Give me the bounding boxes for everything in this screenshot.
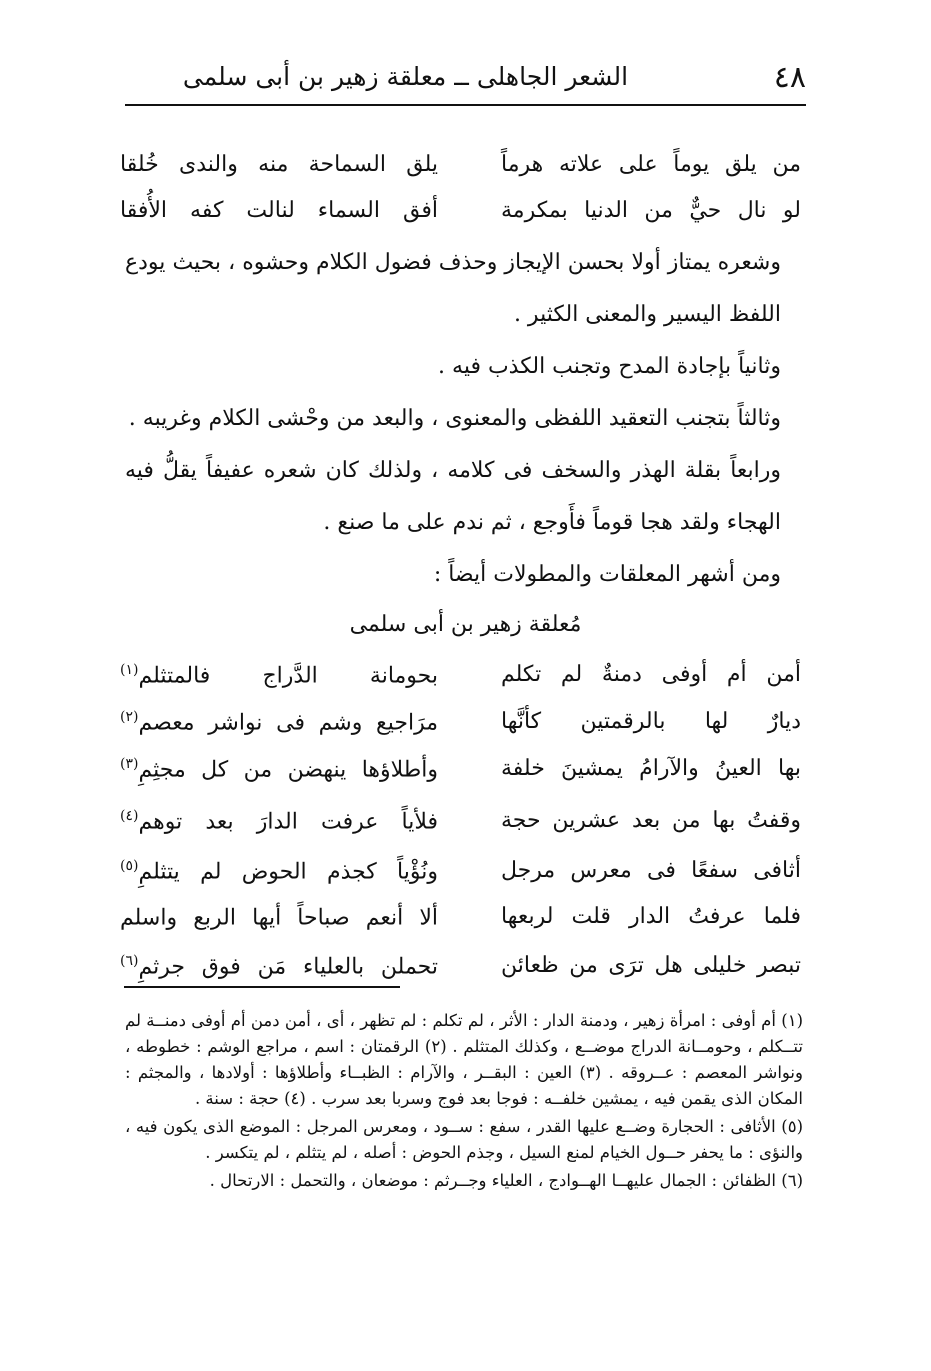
prose-paragraph: وشعره يمتاز أولا بحسن الإيجاز وحذف فضول الكلام وحشوه ، بحيث يودع اللفظ اليسير والمعنى الكثير . (125, 250, 781, 327)
poem-verse-6 (120, 904, 801, 950)
poem-verse-4 (120, 808, 801, 854)
verse-text: بحومانة الدَّراج فالمتثلم (138, 663, 438, 689)
verse-hemistich-second (120, 662, 438, 688)
verse-text: تحملن بالعلياء مَن فوق جرثمِ (138, 954, 438, 980)
verse-hemistich-second (120, 756, 438, 782)
footnote: (٦) الظفائن : الجمال عليهــا الهــوادج ، العلياء وجــرثم : موضعان ، والتحمل : الارتحال . (209, 1171, 803, 1190)
verse-text: ونُؤْياً كجذم الحوض لم يتثلمِ (138, 859, 438, 885)
verse-hemistich-second (120, 858, 438, 884)
prose-paragraph: ورابعاً بقلة الهذر والسخف فى كلامه ، ولذلك كان شعره عفيفاً يقلُّ فيه الهجاء ولقد هجا قوماً فأَوجع ، ثم ندم على ما صنع . (125, 458, 781, 535)
verse-hemistich-second (120, 808, 438, 834)
footnote-marker: (٢) (120, 709, 139, 725)
footnote: (١) أم أوفى : امرأة زهير ، ودمنة الدار : الأثر ، لم تكلم : لم تظهر ، أى ، أمن دمن أم أوفى دمنــة لم تتــكلم ، وحومــانة الدراج موضــع ، وكذلك المتثلم . (٢) الرقمتان : اسم ، مراجع الوشم : خطوطه ، ونواشر المعصم : عــروقه . (٣) العين : البقــر ، والآرام : الظبــاء وأطلاؤها : أولادها ، والمجثم : المكان الذى يقمن فيه ، يمشين خلفــه : فوجا بعد فوج وسربا بعد سرب . (٤) حجة : سنة . (125, 1011, 803, 1108)
verse-text: فلأياً عرفت الدارَ بعد توهم (138, 809, 438, 835)
poem-verse-3 (120, 756, 801, 802)
verse-hemistich-first: فلما عرفتُ الدار قلت لربعها (501, 904, 801, 929)
footnote-marker: (١) (120, 662, 139, 678)
verse-hemistich-second: أفق السماء لنالت كفه الأُفقا (120, 198, 438, 223)
poem-title: مُعلقة زهير بن أبى سلمى (349, 612, 582, 637)
prose-block (125, 237, 781, 601)
header-rule (125, 104, 806, 106)
footnote: (٥) الأثافى : الحجارة وضــع عليها القدر ، سفع : ســود ، ومعرس المرجل : الموضع الذى يكون فيه ، والنؤى : ما يحفر حــول الخيام لمنع السيل ، وجذم الحوض : أصله ، لم يتثلم ، لم يتكسر . (125, 1117, 803, 1162)
verse-hemistich-first: أثافى سفعًا فى معرس مرجل (501, 858, 801, 883)
verse-text: ألا أنعم صباحاً أيها الربع واسلم (120, 905, 438, 931)
intro-verse-1 (120, 152, 801, 198)
running-title: الشعر الجاهلى ــ معلقة زهير بن أبى سلمى (182, 62, 629, 91)
verse-hemistich-first: من يلق يوماً على علاته هرماً (501, 152, 801, 177)
page-number: ٤٨ (773, 60, 806, 95)
verse-hemistich-second (120, 953, 438, 979)
poem-verse-5 (120, 858, 801, 904)
verse-hemistich-first: لو نال حيٌّ من الدنيا بمكرمة (501, 198, 801, 223)
verse-text: مرَاجيع وشم فى نواشر معصم (138, 710, 438, 736)
footnote-marker: (٣) (120, 756, 139, 772)
poem-verse-1 (120, 662, 801, 708)
verse-hemistich-second (120, 904, 438, 930)
footnote-rule (124, 986, 400, 988)
footnote-marker: (٦) (120, 953, 139, 969)
page-header (125, 60, 806, 106)
prose-paragraph: وثالثاً بتجنب التعقيد اللفظى والمعنوى ، والبعد من وحْشى الكلام وغريبه . (128, 406, 781, 431)
verse-text: وأطلاؤها ينهضن من كل مجثِمِ (138, 757, 438, 783)
verse-hemistich-second (120, 709, 438, 735)
footnotes (125, 1008, 803, 1196)
verse-hemistich-first: تبصر خليلى هل ترَى من ظعائن (501, 953, 801, 978)
verse-hemistich-first: وقفتُ بها من بعد عشرين حجة (501, 808, 801, 833)
prose-paragraph: وثانياً بإجادة المدح وتجنب الكذب فيه . (438, 354, 781, 379)
verse-hemistich-second: يلق السماحة منه والندى خُلقا (120, 152, 438, 177)
verse-hemistich-first: بها العينُ والآرامُ يمشينَ خلفة (501, 756, 801, 781)
footnote-marker: (٥) (120, 858, 139, 874)
poem-verse-7 (120, 953, 801, 999)
prose-paragraph: ومن أشهر المعلقات والمطولات أيضاً : (433, 562, 781, 587)
verse-hemistich-first: ديارٌ لها بالرقمتين كأنَّها (501, 709, 801, 734)
footnote-marker: (٤) (120, 808, 139, 824)
poem-verse-2 (120, 709, 801, 755)
verse-hemistich-first: أمن أم أوفى دمنةٌ لم تكلم (501, 662, 801, 687)
